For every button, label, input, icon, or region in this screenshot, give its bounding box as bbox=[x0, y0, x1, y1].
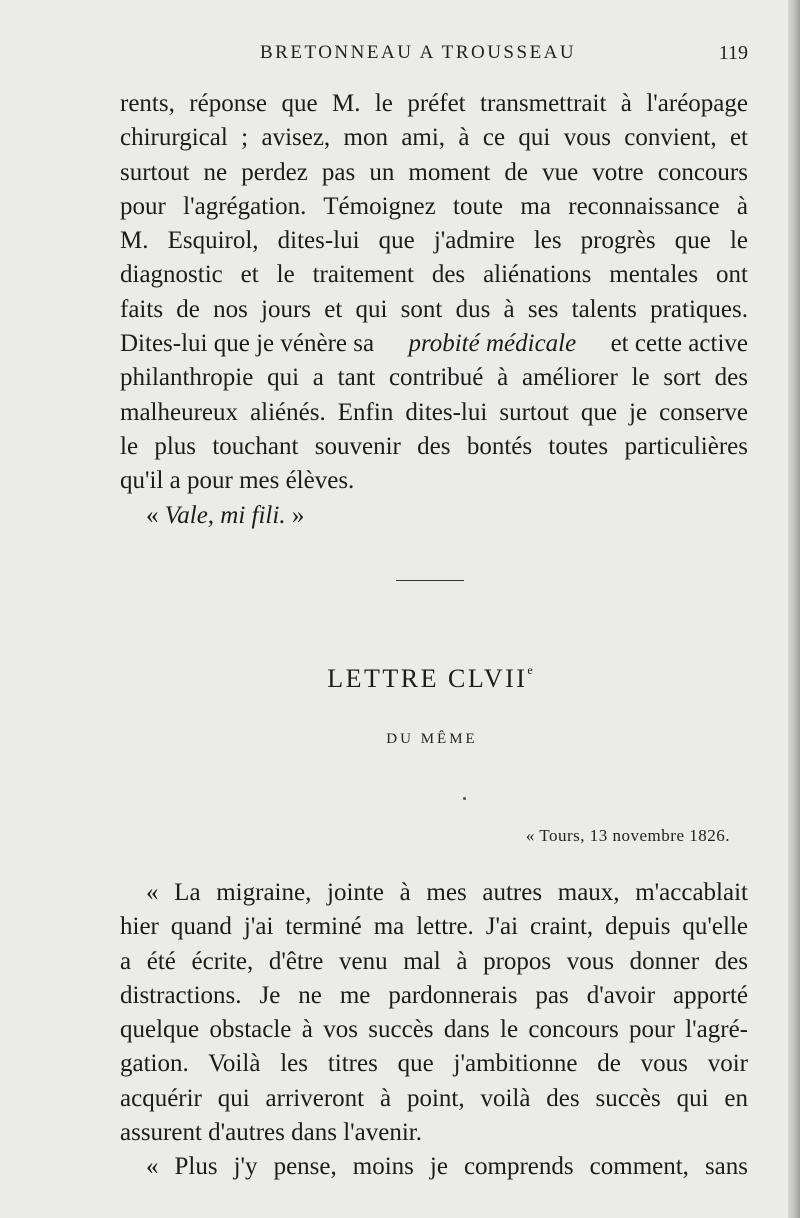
text-line: « La migraine, jointe à mes autres maux, m'accablait bbox=[146, 879, 748, 906]
text-line: « Plus j'y pense, moins je comprends comment, sans bbox=[146, 1153, 748, 1181]
letter-body bbox=[120, 876, 748, 1185]
text-line-mixed bbox=[120, 327, 748, 361]
letter-author-line: DU MÊME bbox=[386, 731, 478, 747]
text-line: quelque obstacle à vos succès dans le concours pour l'agré- bbox=[120, 1016, 748, 1044]
text-segment: et cette active bbox=[610, 330, 748, 358]
text-line: chirurgical ; avisez, mon ami, à ce qui vous convient, et bbox=[120, 124, 748, 152]
text-line: rents, réponse que M. le préfet transmettrait à l'aréopage bbox=[120, 90, 748, 117]
page-number: 119 bbox=[718, 42, 748, 64]
text-line: pour l'agrégation. Témoignez toute ma reconnaissance à bbox=[120, 192, 748, 220]
text-line: hier quand j'ai terminé ma lettre. J'ai craint, depuis qu'elle bbox=[120, 913, 748, 941]
running-title: BRETONNEAU A TROUSSEAU bbox=[260, 42, 577, 63]
continuation-paragraph bbox=[120, 87, 748, 533]
text-line: distractions. Je ne me pardonnerais pas d'avoir apporté bbox=[120, 981, 748, 1009]
text-line: a été écrite, d'être venu mal à propos vous donner des bbox=[120, 947, 748, 975]
letter-title-superscript: e bbox=[527, 663, 533, 677]
text-line: surtout ne perdez pas un moment de vue votre concours bbox=[120, 158, 748, 186]
print-speck bbox=[463, 797, 466, 800]
letter-title: LETTRE CLVII bbox=[327, 664, 528, 693]
running-head bbox=[120, 42, 748, 72]
text-line: le plus touchant souvenir des bontés toutes particulières bbox=[120, 432, 748, 460]
text-line: philanthropie qui a tant contribué à améliorer le sort des bbox=[120, 364, 748, 392]
text-segment: Dites-lui que je vénère sa bbox=[120, 330, 375, 358]
text-line: faits de nos jours et qui sont dus à ses talents pratiques. bbox=[120, 295, 748, 323]
latin-signoff bbox=[120, 499, 748, 533]
text-line: M. Esquirol, dites-lui que j'admire les progrès que le bbox=[120, 227, 748, 255]
text-line: malheureux aliénés. Enfin dites-lui surtout que je conserve bbox=[120, 398, 748, 426]
quote-close: » bbox=[291, 501, 305, 529]
section-divider bbox=[396, 580, 464, 581]
text-line: diagnostic et le traitement des aliénations mentales ont bbox=[120, 261, 748, 289]
italic-phrase: probité médicale bbox=[408, 330, 577, 358]
text-line: qu'il a pour mes élèves. bbox=[120, 467, 355, 495]
text-line: acquérir qui arriveront à point, voilà des succès qui en bbox=[120, 1084, 748, 1112]
letter-date: « Tours, 13 novembre 1826. bbox=[525, 826, 730, 845]
page-edge-shadow bbox=[788, 0, 800, 1218]
text-line: gation. Voilà les titres que j'ambitionne de vous voir bbox=[120, 1050, 748, 1078]
quote-open: « bbox=[146, 501, 159, 529]
signoff-italic: Vale, mi fili. bbox=[164, 501, 286, 529]
text-line: assurent d'autres dans l'avenir. bbox=[120, 1119, 422, 1147]
letter-heading bbox=[0, 663, 800, 694]
